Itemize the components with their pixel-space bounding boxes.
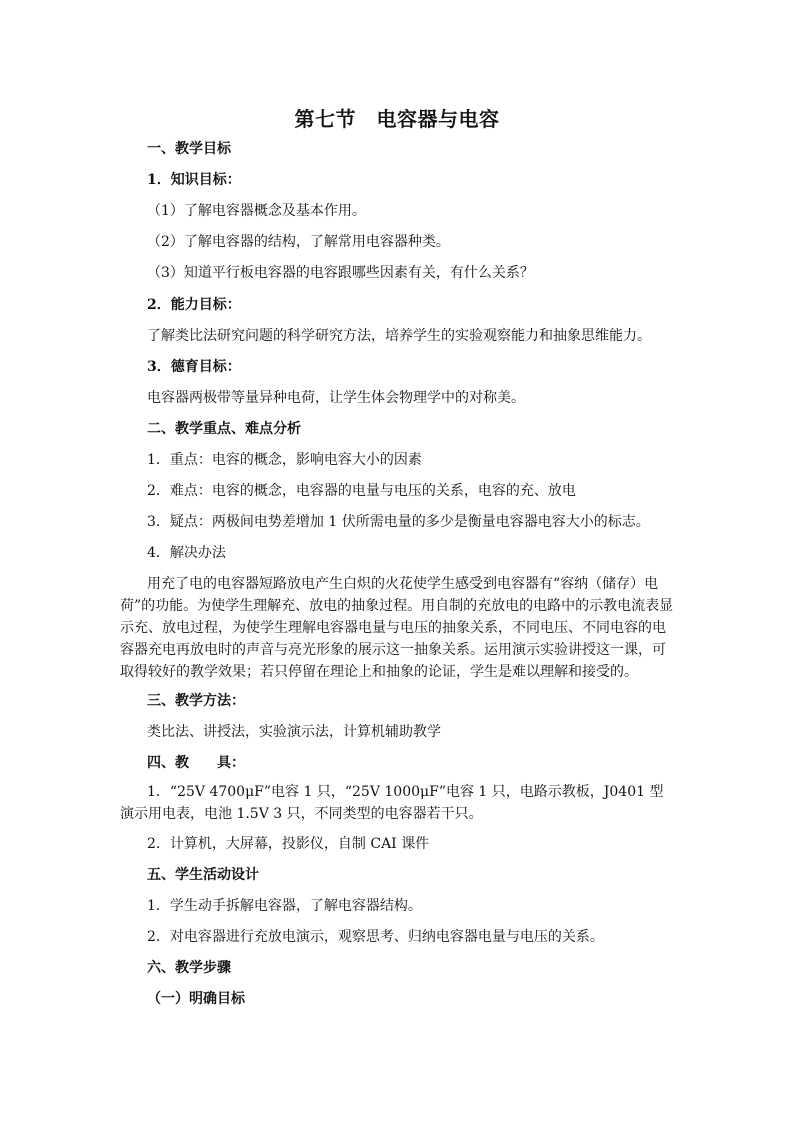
heading-key-points: 二、教学重点、难点分析	[147, 420, 301, 437]
teaching-methods-text: 类比法、讲授法，实验演示法，计算机辅助教学	[147, 724, 441, 740]
tools-paragraph: 1．“25V 4700μF”电容 1 只，“25V 1000μF”电容 1 只，电路示教板，J0401 型演示用电表，电池 1.5V 3 只，不同类型的电容器若干只。	[120, 784, 664, 822]
difficult-point: 2．难点：电容的概念，电容器的电量与电压的关系，电容的充、放电	[147, 483, 576, 500]
subheading-clear-goals: （一）明确目标	[147, 991, 245, 1007]
document-title: 第七节 电容器与电容	[294, 107, 500, 131]
knowledge-goal-3: （3）知道平行板电容器的电容跟哪些因素有关，有什么关系？	[147, 265, 534, 282]
doubt-point: 3．疑点：两极间电势差增加 1 伏所需电量的多少是衡量电容器电容大小的标志。	[147, 514, 650, 531]
subheading-solution: 4．解决办法	[147, 545, 226, 562]
activity-2: 2．对电容器进行充放电演示，观察思考、归纳电容器电量与电压的关系。	[147, 929, 604, 945]
subheading-knowledge-goals: 1．知识目标：	[147, 172, 241, 189]
moral-goal-text: 电容器两极带等量异种电荷，让学生体会物理学中的对称美。	[147, 389, 525, 406]
key-point: 1．重点：电容的概念，影响电容大小的因素	[147, 452, 422, 468]
heading-teaching-steps: 六、教学步骤	[147, 960, 231, 976]
knowledge-goal-1: （1）了解电容器概念及基本作用。	[147, 203, 366, 220]
activity-1: 1．学生动手拆解电容器，了解电容器结构。	[147, 898, 422, 914]
heading-student-activities: 五、学生活动设计	[147, 867, 259, 883]
heading-teaching-methods: 三、教学方法：	[147, 693, 245, 709]
ability-goal-text: 了解类比法研究问题的科学研究方法，培养学生的实验观察能力和抽象思维能力。	[147, 327, 651, 344]
subheading-ability-goals: 2．能力目标：	[147, 296, 241, 313]
heading-teaching-tools: 四、教 具：	[147, 755, 245, 771]
tools-item-2: 2．计算机，大屏幕，投影仪，自制 CAI 课件	[147, 836, 430, 852]
subheading-moral-goals: 3．德育目标：	[147, 358, 241, 375]
solution-paragraph: 用充了电的电容器短路放电产生白炽的火花使学生感受到电容器有“容纳（储存）电荷”的功能。为使学生理解充、放电的抽象过程。用自制的充放电的电路中的示教电流表显示充、放电过程，为使学生理解电容器电量与电压的抽象关系，不同电压、不同电容的电容器充电再放电时的声音与亮光形象的展示这一抽象关系。运用演示实验讲授这一课，可取得较好的教学效果；若只停留在理论上和抽象的论证，学生是难以理解和接受的。	[120, 576, 674, 680]
knowledge-goal-2: （2）了解电容器的结构，了解常用电容器种类。	[147, 234, 450, 251]
heading-teaching-goals: 一、教学目标	[147, 141, 231, 157]
